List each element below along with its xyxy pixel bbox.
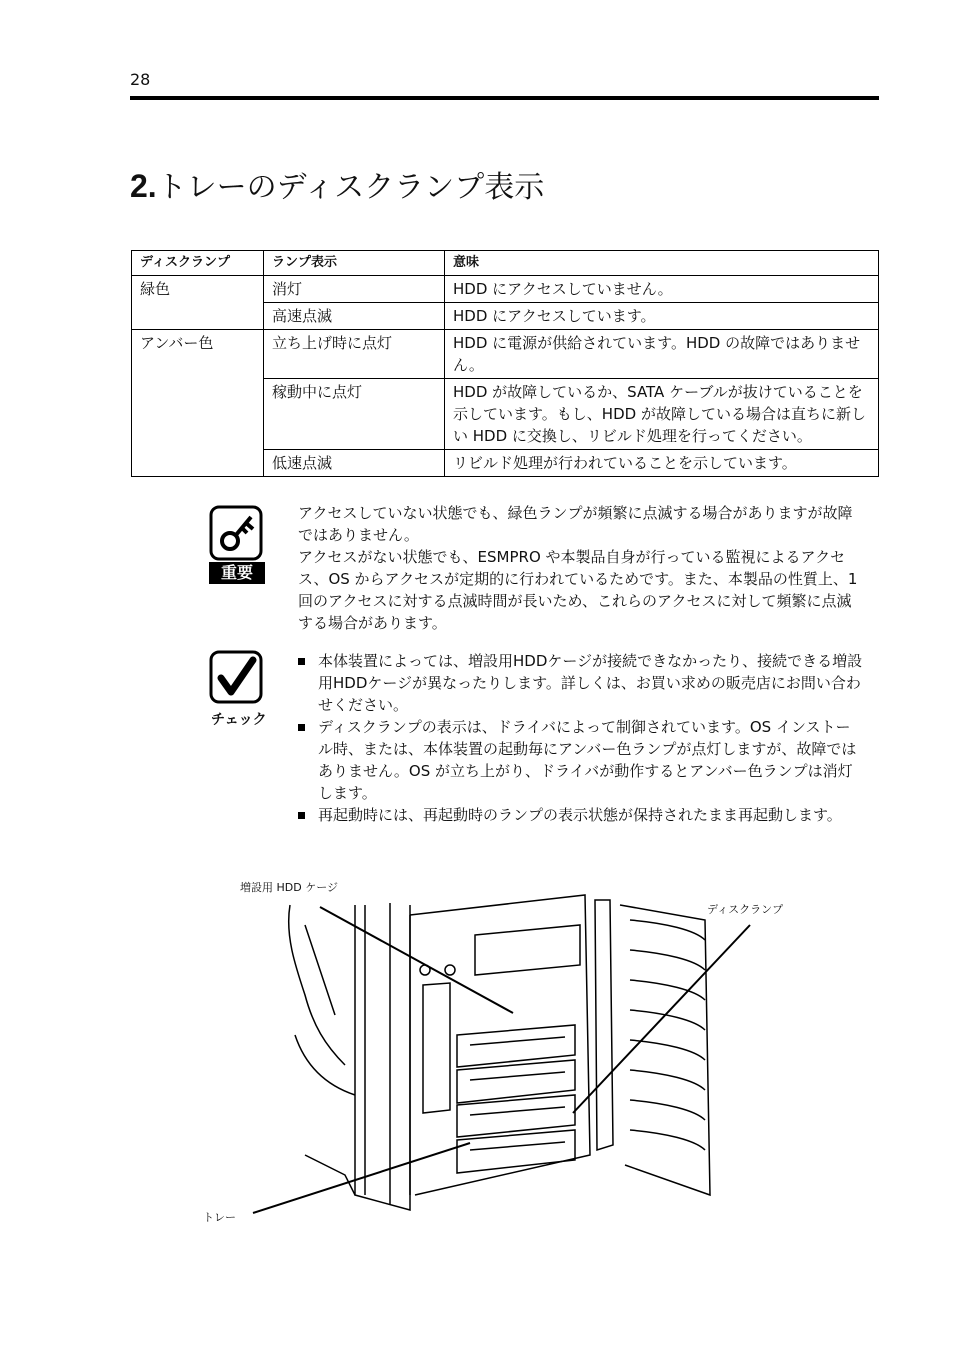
table-row — [132, 330, 879, 379]
cell-meaning: HDD にアクセスしています。 — [445, 303, 879, 330]
page-number: 28 — [130, 70, 151, 89]
cell-meaning: HDD が故障しているか、SATA ケーブルが抜けていることを示しています。もし、HDD が故障している場合は直ちに新しい HDD に交換し、リビルド処理を行ってください。 — [445, 379, 879, 450]
table-row — [132, 276, 879, 303]
list-item-text: 再起動時には、再起動時のランプの表示状態が保持されたまま再起動します。 — [318, 806, 842, 824]
list-item-text: ディスクランプの表示は、ドライバによって制御されています。OS インストール時、または、本体装置の起動毎にアンバー色ランプが点灯しますが、故障ではありません。OS が立ち上がり、ドライバが動作するとアンバー色ランプは消灯します。 — [318, 718, 857, 802]
cell-display: 高速点滅 — [264, 303, 445, 330]
list-item — [298, 650, 863, 716]
list-item-text: 本体装置によっては、増設用HDDケージが接続できなかったり、接続できる増設用HDDケージが異なったりします。詳しくは、お買い求めの販売店にお問い合わせください。 — [318, 652, 863, 714]
header-meaning: 意味 — [445, 251, 879, 276]
important-note — [298, 502, 863, 634]
section-title — [130, 162, 544, 206]
cell-lamp: アンバー色 — [132, 330, 264, 477]
cell-display: 低速点滅 — [264, 450, 445, 477]
cell-display: 立ち上げ時に点灯 — [264, 330, 445, 379]
list-item — [298, 716, 863, 804]
lamp-table — [131, 250, 879, 477]
cell-meaning: HDD に電源が供給されています。HDD の故障ではありません。 — [445, 330, 879, 379]
header-lamp: ディスクランプ — [132, 251, 264, 276]
header-display: ランプ表示 — [264, 251, 445, 276]
section-number: 2. — [130, 168, 157, 204]
important-paragraph: アクセスしていない状態でも、緑色ランプが頻繁に点滅する場合がありますが故障ではありません。 — [298, 504, 853, 544]
cell-lamp: 緑色 — [132, 276, 264, 330]
cell-display: 消灯 — [264, 276, 445, 303]
table-header-row — [132, 251, 879, 276]
check-list — [298, 650, 863, 826]
label-disk-lamp: ディスクランプ — [707, 903, 784, 916]
bullet-icon — [298, 724, 305, 731]
important-paragraph: アクセスがない状態でも、ESMPRO や本製品自身が行っている監視によるアクセス、OS からアクセスが定期的に行われているためです。また、本製品の性質上、1回のアクセスに対する点滅時間が長いため、これらのアクセスに対して頻繁に点滅する場合があります。 — [298, 548, 858, 632]
label-tray: トレー — [203, 1211, 236, 1224]
hdd-cage-illustration — [195, 875, 815, 1235]
cell-meaning: リビルド処理が行われていることを示しています。 — [445, 450, 879, 477]
list-item — [298, 804, 863, 826]
check-caption: チェック — [211, 712, 267, 728]
important-caption: 重要 — [209, 562, 265, 584]
hdd-cage-figure — [195, 875, 815, 1235]
section-title-text: トレーのディスクランプ表示 — [156, 170, 545, 205]
header-rule — [130, 96, 879, 100]
bullet-icon — [298, 812, 305, 819]
cell-display: 稼動中に点灯 — [264, 379, 445, 450]
bullet-icon — [298, 658, 305, 665]
label-hdd-cage: 増設用 HDD ケージ — [240, 881, 338, 894]
cell-meaning: HDD にアクセスしていません。 — [445, 276, 879, 303]
